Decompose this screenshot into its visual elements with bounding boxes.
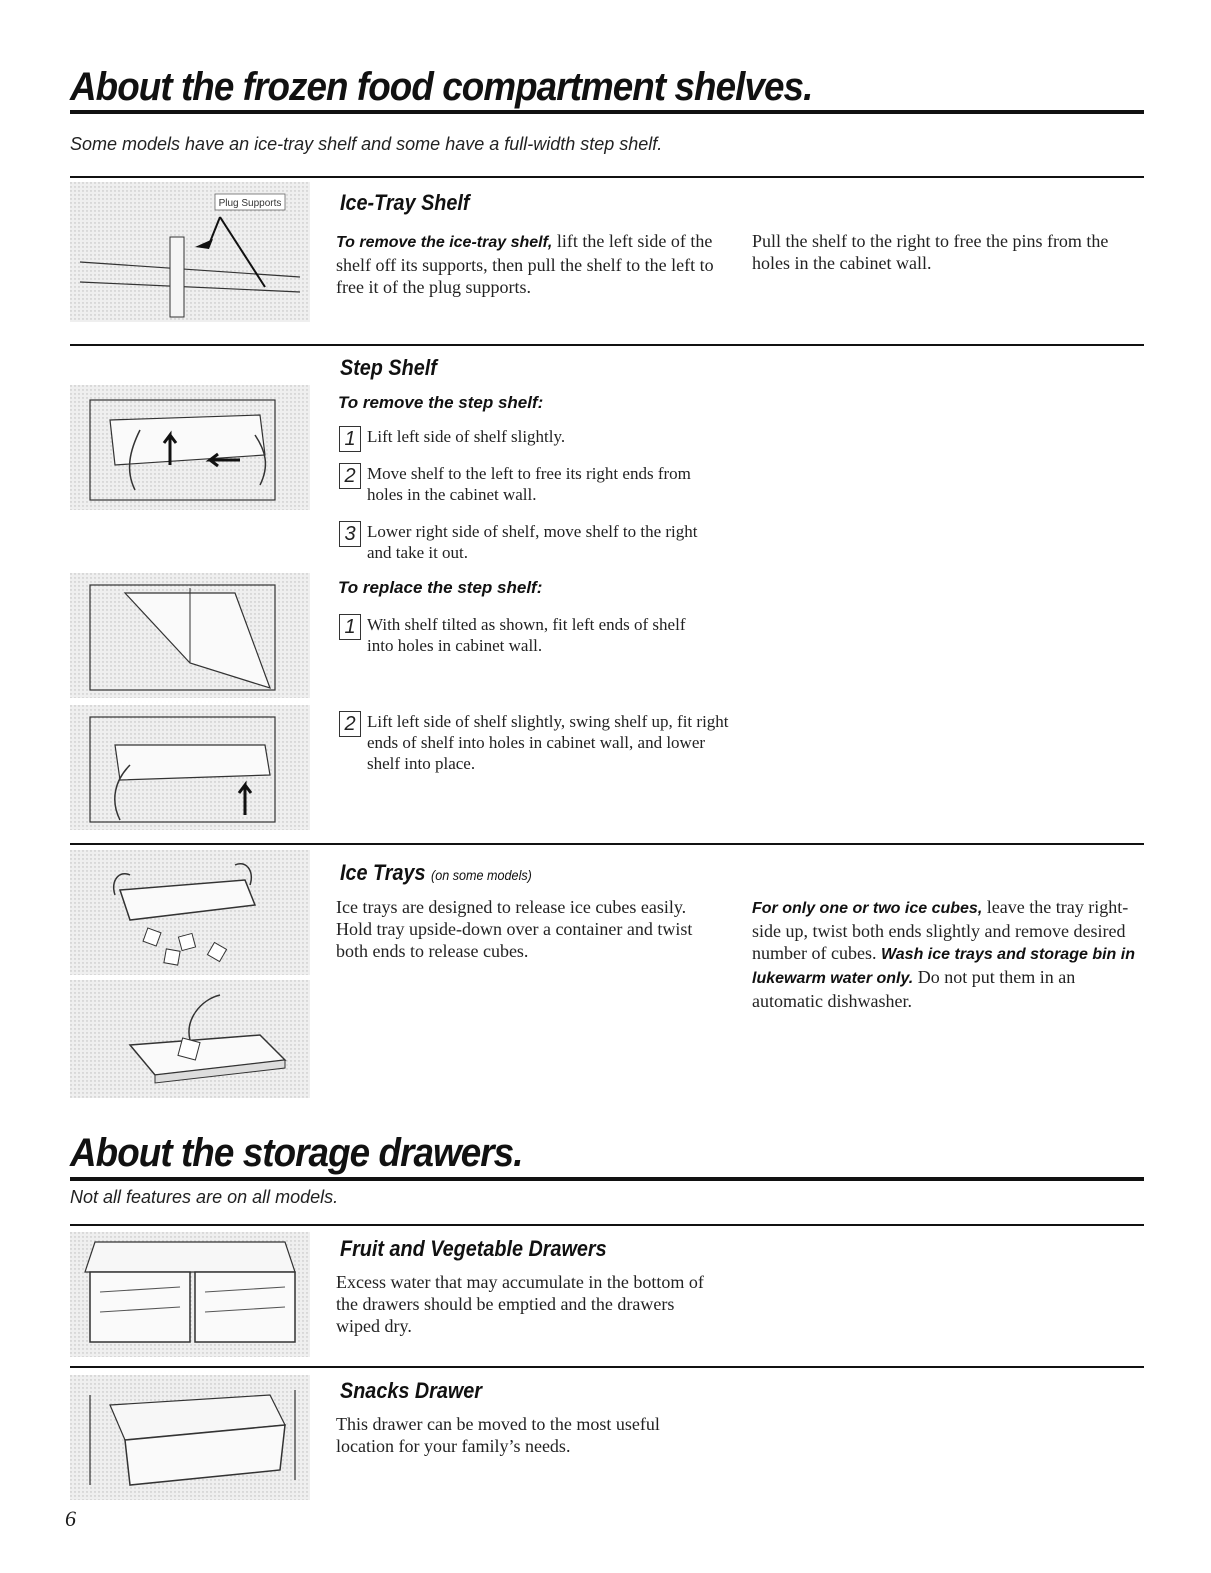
ice-trays-lead: For only one or two ice cubes, — [752, 900, 983, 917]
replace-step-2 — [339, 711, 729, 774]
step-shelf-heading: Step Shelf — [340, 355, 437, 380]
ice-trays-wash-note: Wash ice trays and storage bin in lukewarm water only. — [752, 946, 1135, 987]
step-text: Lift left side of shelf slightly. — [367, 427, 566, 446]
plug-supports-label: Plug Supports — [218, 198, 282, 209]
step-number: 1 — [339, 614, 361, 640]
ice-trays-note: (on some models) — [431, 867, 532, 883]
snacks-drawer-heading: Snacks Drawer — [340, 1378, 482, 1403]
step-number: 2 — [339, 711, 361, 737]
snacks-drawer-illustration — [70, 1375, 310, 1500]
snacks-drawer-text: This drawer can be moved to the most useful location for your family’s needs. — [336, 1414, 660, 1456]
ice-tray-shelf-illustration — [70, 182, 310, 322]
remove-step-shelf-label: To remove the step shelf: — [338, 393, 544, 412]
page-title: About the frozen food compartment shelves. — [70, 65, 813, 109]
step-text: Lift left side of shelf slightly, swing shelf up, fit right ends of shelf into holes in cabinet wall, and lower shelf into place. — [367, 712, 729, 773]
fruit-vegetable-drawers-illustration — [70, 1232, 310, 1357]
replace-step-shelf-label: To replace the step shelf: — [338, 578, 543, 597]
section-divider — [70, 344, 1144, 346]
step-shelf-remove-illustration — [70, 385, 310, 510]
page-number: 6 — [65, 1506, 76, 1531]
ice-tray-twist-illustration — [70, 850, 310, 975]
page-title: About the storage drawers. — [70, 1131, 523, 1175]
ice-tray-shelf-text — [336, 230, 736, 298]
step-number: 1 — [339, 426, 361, 452]
ice-tray-shelf-heading: Ice-Tray Shelf — [340, 190, 470, 215]
step-number: 2 — [339, 463, 361, 489]
ice-tray-shelf-text2: Pull the shelf to the right to free the pins from the holes in the cabinet wall. — [752, 231, 1109, 273]
ice-trays-text2-body: leave the tray right-side up, twist both ends slightly and remove desired number of cubes. — [752, 897, 1129, 963]
ice-trays-text2 — [752, 896, 1137, 1012]
ice-trays-heading — [340, 860, 532, 886]
step-text: Move shelf to the left to free its right ends from holes in the cabinet wall. — [367, 464, 691, 504]
step-text: Lower right side of shelf, move shelf to the right and take it out. — [367, 522, 698, 562]
step-shelf-replace-tilt-illustration — [70, 573, 310, 698]
section-divider — [70, 1366, 1144, 1368]
step-shelf-replace-swing-illustration — [70, 705, 310, 830]
step-text: With shelf tilted as shown, fit left ends of shelf into holes in cabinet wall. — [367, 615, 686, 655]
title-rule — [70, 1177, 1144, 1181]
fruit-vegetable-drawers-text: Excess water that may accumulate in the bottom of the drawers should be emptied and the drawers wiped dry. — [336, 1272, 704, 1336]
section-subtitle: Some models have an ice-tray shelf and some have a full-width step shelf. — [70, 134, 663, 154]
ice-tray-shelf-text1: lift the left side of the shelf off its supports, then pull the shelf to the left to free it of the plug supports. — [336, 231, 714, 297]
ice-tray-shelf-lead: To remove the ice-tray shelf, — [336, 234, 553, 251]
replace-step-1 — [339, 614, 714, 656]
step-number: 3 — [339, 521, 361, 547]
ice-tray-right-side-illustration — [70, 980, 310, 1098]
section-divider — [70, 176, 1144, 178]
remove-step-2 — [339, 463, 719, 505]
ice-trays-title: Ice Trays — [340, 860, 426, 885]
section-divider — [70, 843, 1144, 845]
fruit-vegetable-drawers-heading: Fruit and Vegetable Drawers — [340, 1236, 607, 1261]
remove-step-1 — [339, 426, 739, 452]
title-rule — [70, 110, 1144, 114]
section-divider — [70, 1224, 1144, 1226]
remove-step-3 — [339, 521, 724, 563]
section-subtitle: Not all features are on all models. — [70, 1187, 339, 1207]
ice-trays-text1: Ice trays are designed to release ice cubes easily. Hold tray upside-down over a container and twist both ends to release cubes. — [336, 897, 693, 961]
ice-trays-text3: Do not put them in an automatic dishwasher. — [752, 967, 1076, 1011]
